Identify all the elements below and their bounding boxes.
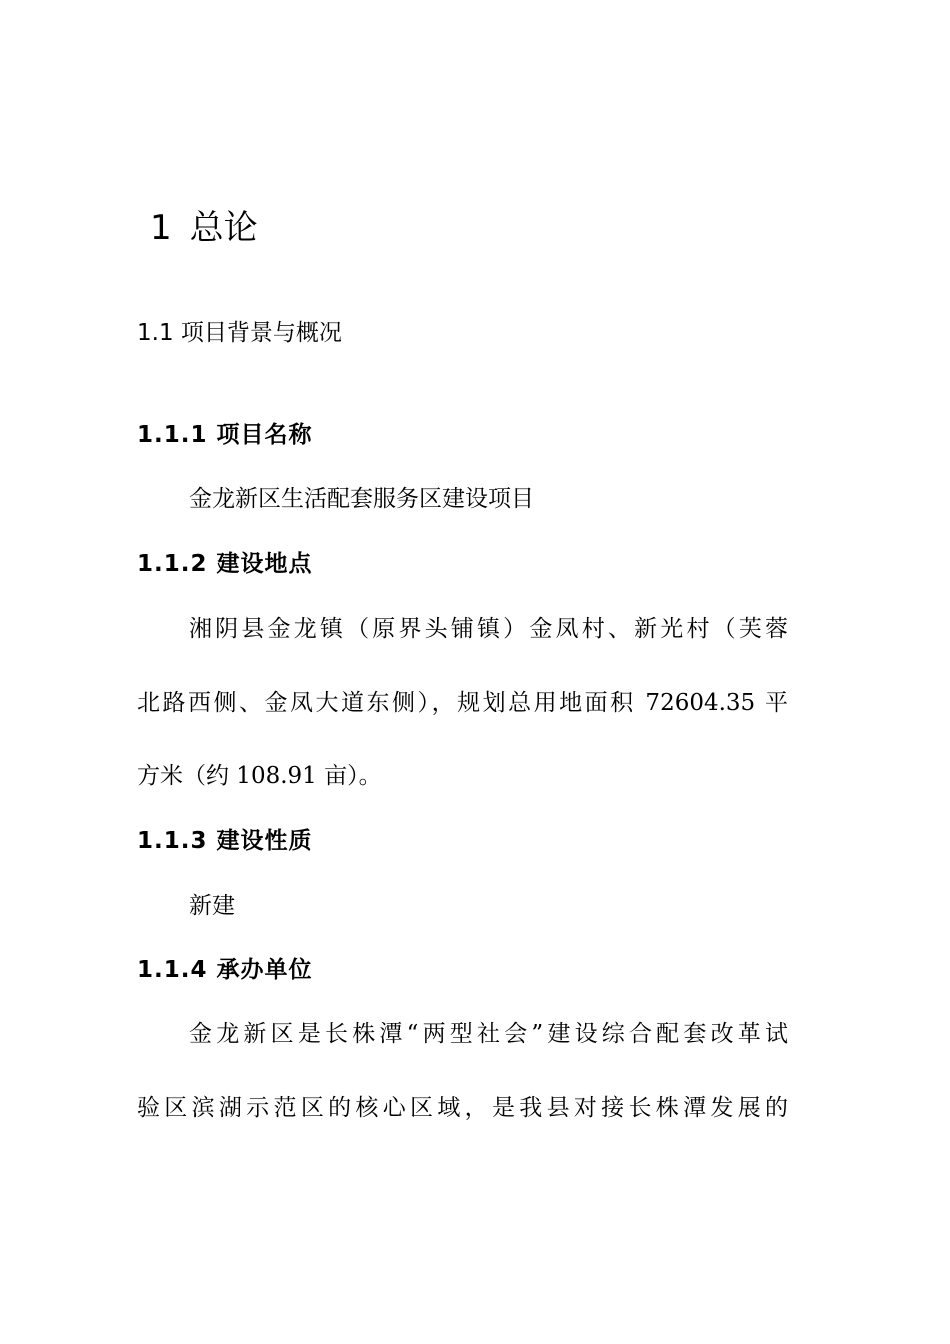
chapter-title bbox=[150, 203, 810, 253]
location-line-1: 湘阴县金龙镇（原界头铺镇）金凤村、新光村（芙蓉 bbox=[189, 616, 788, 642]
subsection-heading-1-1-1: 1.1.1 项目名称 bbox=[137, 422, 313, 448]
undertaking-unit-line-1: 金龙新区是长株潭“两型社会”建设综合配套改革试 bbox=[189, 1021, 788, 1047]
location-line-3: 方米（约 108.91 亩）。 bbox=[137, 763, 382, 789]
subsection-heading-1-1-3: 1.1.3 建设性质 bbox=[137, 828, 313, 854]
subsection-heading-1-1-2: 1.1.2 建设地点 bbox=[137, 551, 313, 577]
chapter-number: 1 bbox=[150, 208, 172, 248]
subsection-heading-1-1-4: 1.1.4 承办单位 bbox=[137, 957, 313, 983]
undertaking-unit-line-2: 验区滨湖示范区的核心区域，是我县对接长株潭发展的 bbox=[137, 1095, 788, 1121]
section-heading-1-1: 1.1 项目背景与概况 bbox=[137, 320, 342, 346]
location-line-2: 北路西侧、金凤大道东侧），规划总用地面积 72604.35 平 bbox=[137, 690, 788, 716]
project-name-text: 金龙新区生活配套服务区建设项目 bbox=[189, 486, 534, 512]
construction-nature-text: 新建 bbox=[189, 893, 235, 919]
chapter-title-text: 总论 bbox=[189, 208, 258, 248]
